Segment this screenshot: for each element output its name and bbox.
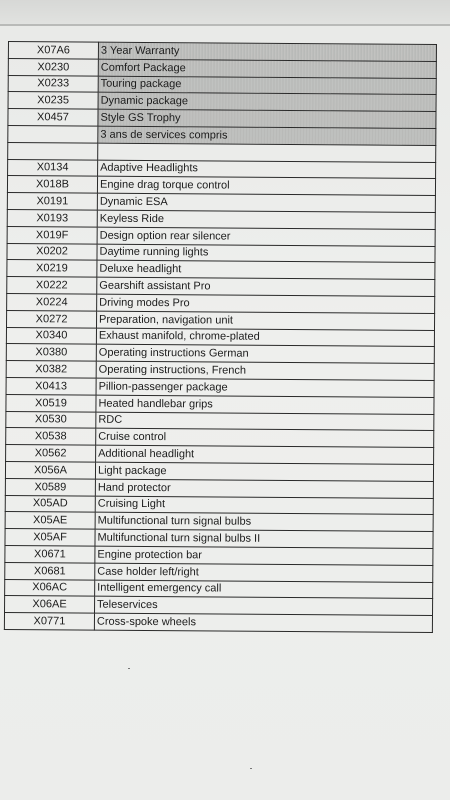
- option-description-cell: Gearshift assistant Pro: [97, 277, 435, 296]
- option-code-cell: X0193: [7, 209, 97, 226]
- option-code-cell: X0272: [7, 310, 97, 327]
- option-code-cell: X0235: [8, 92, 98, 109]
- option-description-cell: Dynamic package: [98, 93, 436, 112]
- option-description-cell: Intelligent emergency call: [95, 580, 433, 599]
- option-code-cell: X0538: [6, 428, 96, 445]
- option-code-cell: X06AC: [5, 579, 95, 596]
- option-codes-body: [4, 42, 436, 633]
- option-code-cell: X019F: [7, 226, 97, 243]
- option-description-cell: Style GS Trophy: [98, 109, 436, 128]
- option-description-cell: Hand protector: [95, 479, 433, 498]
- option-code-cell: X05AE: [5, 512, 95, 529]
- option-description-cell: Multifunctional turn signal bulbs II: [95, 529, 433, 548]
- table-row: [4, 613, 432, 633]
- option-code-cell: X0519: [6, 394, 96, 411]
- option-description-cell: Touring package: [98, 76, 436, 95]
- option-description-cell: Heated handlebar grips: [96, 395, 434, 414]
- option-code-cell: [8, 125, 98, 142]
- paper-speck: [250, 768, 252, 769]
- option-description-cell: 3 Year Warranty: [98, 42, 436, 61]
- option-code-cell: X0589: [5, 478, 95, 495]
- option-code-cell: X0230: [8, 58, 98, 75]
- option-code-cell: X056A: [5, 461, 95, 478]
- option-description-cell: 3 ans de services compris: [98, 126, 436, 145]
- option-code-cell: X0382: [6, 361, 96, 378]
- option-description-cell: Keyless Ride: [97, 210, 435, 229]
- option-description-cell: Dynamic ESA: [97, 193, 435, 212]
- option-code-cell: X0771: [4, 613, 94, 630]
- option-description-cell: Cruise control: [96, 428, 434, 447]
- option-code-cell: X0530: [6, 411, 96, 428]
- option-description-cell: Deluxe headlight: [97, 260, 435, 279]
- option-description-cell: Operating instructions German: [96, 344, 434, 363]
- option-description-cell: Cross-spoke wheels: [94, 613, 432, 632]
- option-description-cell: Adaptive Headlights: [98, 160, 436, 179]
- option-code-cell: X0219: [7, 260, 97, 277]
- option-code-cell: X05AD: [5, 495, 95, 512]
- paper-speck: [128, 668, 130, 669]
- option-description-cell: Design option rear silencer: [97, 227, 435, 246]
- option-code-cell: X0671: [5, 545, 95, 562]
- option-description-cell: Preparation, navigation unit: [97, 311, 435, 330]
- option-code-cell: [8, 142, 98, 159]
- option-description-cell: Engine drag torque control: [97, 177, 435, 196]
- option-description-cell: Driving modes Pro: [97, 294, 435, 313]
- option-code-cell: X0224: [7, 293, 97, 310]
- option-code-cell: X0380: [6, 344, 96, 361]
- option-code-cell: X05AF: [5, 529, 95, 546]
- option-codes-table: [4, 41, 437, 633]
- option-description-cell: Case holder left/right: [95, 563, 433, 582]
- option-description-cell: Comfort Package: [98, 59, 436, 78]
- option-description-cell: Operating instructions, French: [96, 361, 434, 380]
- option-description-cell: Multifunctional turn signal bulbs: [95, 512, 433, 531]
- option-code-cell: X0134: [8, 159, 98, 176]
- option-description-cell: Cruising Light: [95, 496, 433, 515]
- option-code-cell: X0202: [7, 243, 97, 260]
- option-code-cell: X0457: [8, 109, 98, 126]
- option-description-cell: RDC: [96, 412, 434, 431]
- option-description-cell: Exhaust manifold, chrome-plated: [96, 328, 434, 347]
- option-code-cell: X0233: [8, 75, 98, 92]
- option-code-cell: X06AE: [5, 596, 95, 613]
- option-description-cell: Daytime running lights: [97, 244, 435, 263]
- option-description-cell: Engine protection bar: [95, 546, 433, 565]
- option-code-cell: X07A6: [8, 42, 98, 59]
- option-description-cell: Pillion-passenger package: [96, 378, 434, 397]
- option-code-cell: X0222: [7, 277, 97, 294]
- option-code-cell: X0413: [6, 377, 96, 394]
- option-description-cell: Additional headlight: [96, 445, 434, 464]
- option-code-cell: X0681: [5, 562, 95, 579]
- option-code-cell: X0562: [6, 445, 96, 462]
- option-description-cell: Teleservices: [95, 596, 433, 615]
- option-code-cell: X0340: [6, 327, 96, 344]
- option-code-cell: X018B: [7, 176, 97, 193]
- option-description-cell: Light package: [95, 462, 433, 481]
- option-code-cell: X0191: [7, 193, 97, 210]
